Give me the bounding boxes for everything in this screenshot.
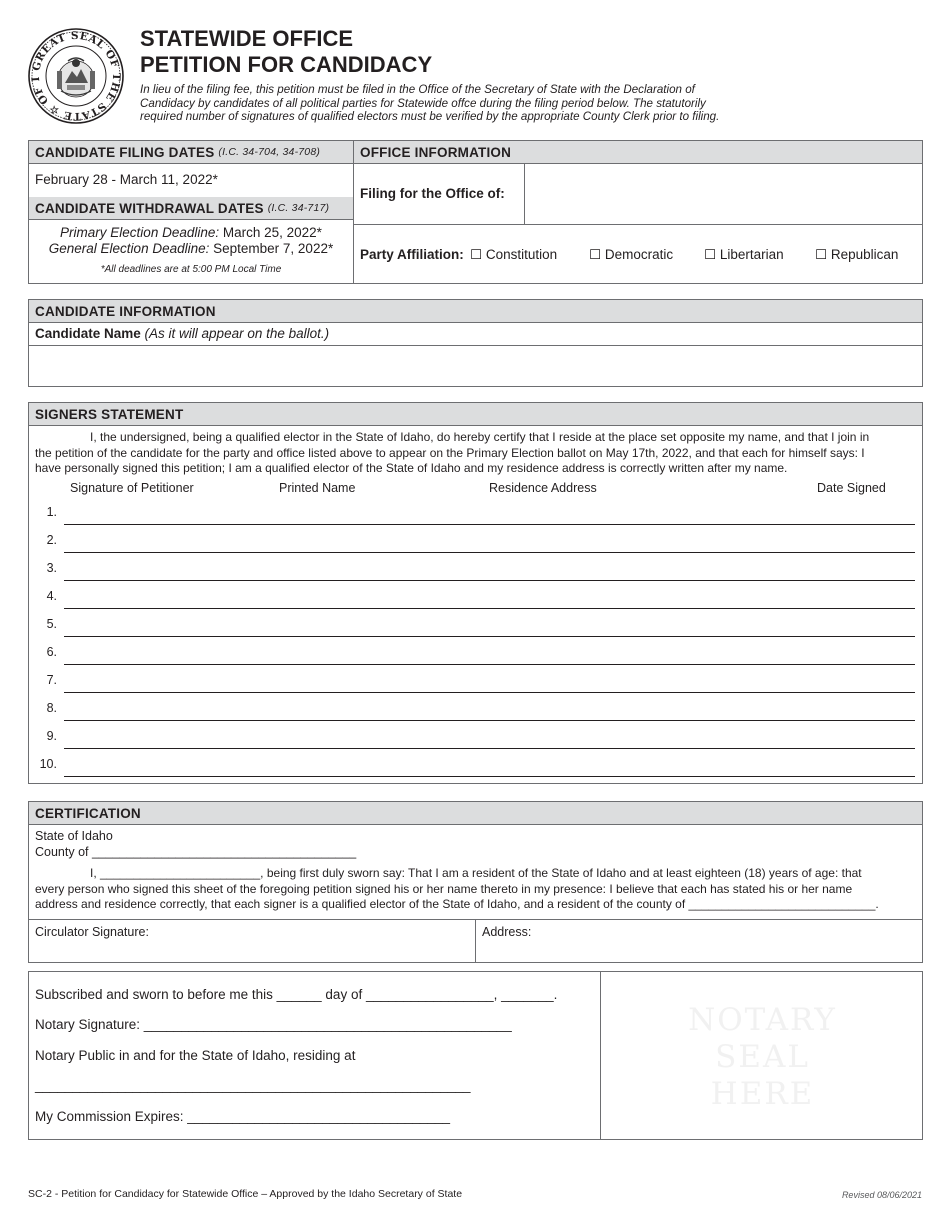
deadline-note: *All deadlines are at 5:00 PM Local Time (100, 264, 282, 275)
dates-column (29, 141, 354, 283)
venue-county[interactable]: County of ______________________________________ (35, 844, 357, 859)
col-date-signed: Date Signed (817, 481, 886, 495)
signer-row[interactable]: 4. (29, 581, 922, 609)
notary-section (28, 971, 923, 1140)
filing-office-label: Filing for the Office of: (360, 186, 505, 201)
notary-seal-watermark: NOTARY SEAL HERE (688, 1002, 837, 1112)
intro-text (140, 83, 780, 124)
withdrawal-dates-title: CANDIDATE WITHDRAWAL DATES (35, 200, 264, 216)
checkbox-icon[interactable]: ☐ (589, 247, 602, 262)
office-info-header: OFFICE INFORMATION (354, 141, 922, 163)
party-option-democratic[interactable]: ☐ Democratic (589, 247, 674, 262)
seal-icon (27, 27, 125, 125)
checkbox-icon[interactable]: ☐ (815, 247, 828, 262)
title-line-2: PETITION FOR CANDIDACY (140, 52, 433, 77)
notary-seal-box (600, 972, 923, 1139)
office-column (354, 141, 922, 283)
signers-header: SIGNERS STATEMENT (29, 403, 922, 425)
oath-line: I, ________________________, being first duly sworn say: That I am a resident of the State of Idaho and at least eighteen (18) years of age: that (90, 866, 862, 880)
title-line-1: STATEWIDE OFFICE (140, 26, 354, 51)
signer-row[interactable]: 2. (29, 525, 922, 553)
general-deadline: General Election Deadline: September 7, 2022* (48, 241, 334, 256)
page-title (140, 26, 432, 78)
candidate-name-label: Candidate Name (35, 326, 141, 341)
candidate-info-section (28, 299, 923, 387)
col-signature: Signature of Petitioner (70, 481, 194, 495)
intro-line: required number of signatures of qualified electors must be verified by the appropriate County Clerk prior to filing. (140, 110, 720, 123)
circulator-signature-label: Circulator Signature: (35, 925, 149, 939)
signer-row[interactable]: 7. (29, 665, 922, 693)
col-printed-name: Printed Name (279, 481, 356, 495)
party-option-republican[interactable]: ☐ Republican (815, 247, 899, 262)
party-option-constitution[interactable]: ☐ Constitution (470, 247, 558, 262)
candidate-name-field[interactable] (29, 346, 922, 386)
circulator-signature-field[interactable] (29, 920, 476, 962)
venue-state: State of Idaho (35, 829, 113, 843)
seal-ring-text: GREAT SEAL OF THE STATE ☆ OF I (29, 29, 123, 123)
signer-row[interactable]: 1. (29, 497, 922, 525)
sworn-statement[interactable]: Subscribed and sworn to before me this ______ day of _________________, _______. (35, 987, 558, 1002)
withdrawal-deadlines (29, 225, 353, 278)
oath-line: address and residence correctly, that each signer is a qualified elector of the State of Idaho, and a resident of the county of ____________________________. (35, 897, 879, 911)
notary-signature[interactable]: Notary Signature: _________________________________________________ (35, 1017, 512, 1032)
signer-row[interactable]: 10. (29, 749, 922, 777)
filing-dates-ref: (I.C. 34-704, 34-708) (218, 146, 321, 158)
candidate-info-header: CANDIDATE INFORMATION (29, 300, 922, 322)
statement-line: the petition of the candidate for the party and office listed above to appear on the Primary Election ballot on May 17th, 2022, and that each for himself says: I (35, 445, 865, 460)
signer-row[interactable]: 8. (29, 693, 922, 721)
circulator-oath (35, 866, 920, 913)
col-residence-address: Residence Address (489, 481, 597, 495)
venue (35, 829, 356, 860)
party-option-libertarian[interactable]: ☐ Libertarian (704, 247, 784, 262)
circulator-address-label: Address: (482, 925, 532, 939)
intro-line: In lieu of the filing fee, this petition must be filed in the Office of the Secretary of State with the Declaration of (140, 83, 695, 96)
footer-form-id: SC-2 - Petition for Candidacy for Statewide Office – Approved by the Idaho Secretary of State (28, 1188, 463, 1200)
statement-line: have personally signed this petition; I am a qualified elector of the State of Idaho and my residence address is correctly written after my name. (35, 461, 788, 475)
signers-statement (35, 430, 917, 477)
notary-residing-blank[interactable]: __________________________________________________________ (35, 1078, 471, 1093)
signer-row[interactable]: 9. (29, 721, 922, 749)
signer-row[interactable]: 3. (29, 553, 922, 581)
candidate-name-label-row (35, 326, 329, 341)
withdrawal-dates-header (29, 197, 353, 219)
certification-header: CERTIFICATION (29, 802, 922, 824)
signers-section (28, 402, 923, 784)
oath-line: every person who signed this sheet of the foregoing petition signed his or her name thereto in my presence: I believe that each has stated his or her name (35, 881, 853, 896)
filing-dates-header (29, 141, 353, 163)
circulator-address-field[interactable] (476, 920, 922, 962)
party-affiliation-label: Party Affiliation: (360, 247, 464, 262)
filing-dates-value: February 28 - March 11, 2022* (35, 172, 218, 187)
party-affiliation-row (360, 247, 464, 262)
office-name-field[interactable] (524, 163, 922, 224)
footer-revised: Revised 08/06/2021 (841, 1190, 922, 1200)
signer-row[interactable]: 6. (29, 637, 922, 665)
withdrawal-dates-ref: (I.C. 34-717) (267, 202, 330, 214)
signer-row[interactable]: 5. (29, 609, 922, 637)
state-seal-logo (27, 27, 125, 125)
statement-line: I, the undersigned, being a qualified elector in the State of Idaho, do hereby certify that I reside at the place set opposite my name, and that I join in (90, 430, 870, 444)
candidate-name-hint: (As it will appear on the ballot.) (144, 326, 330, 341)
certification-section (28, 801, 923, 963)
intro-line: Candidacy by candidates of all political parties for Statewide offce during the filing period below. The statutorily (140, 96, 706, 110)
checkbox-icon[interactable]: ☐ (704, 247, 717, 262)
commission-expires[interactable]: My Commission Expires: ___________________________________ (35, 1109, 451, 1124)
checkbox-icon[interactable]: ☐ (470, 247, 483, 262)
primary-deadline: Primary Election Deadline: March 25, 2022* (60, 225, 322, 240)
filing-office-section (28, 140, 923, 284)
notary-residing: Notary Public in and for the State of Idaho, residing at (35, 1048, 356, 1063)
filing-dates-title: CANDIDATE FILING DATES (35, 144, 215, 160)
